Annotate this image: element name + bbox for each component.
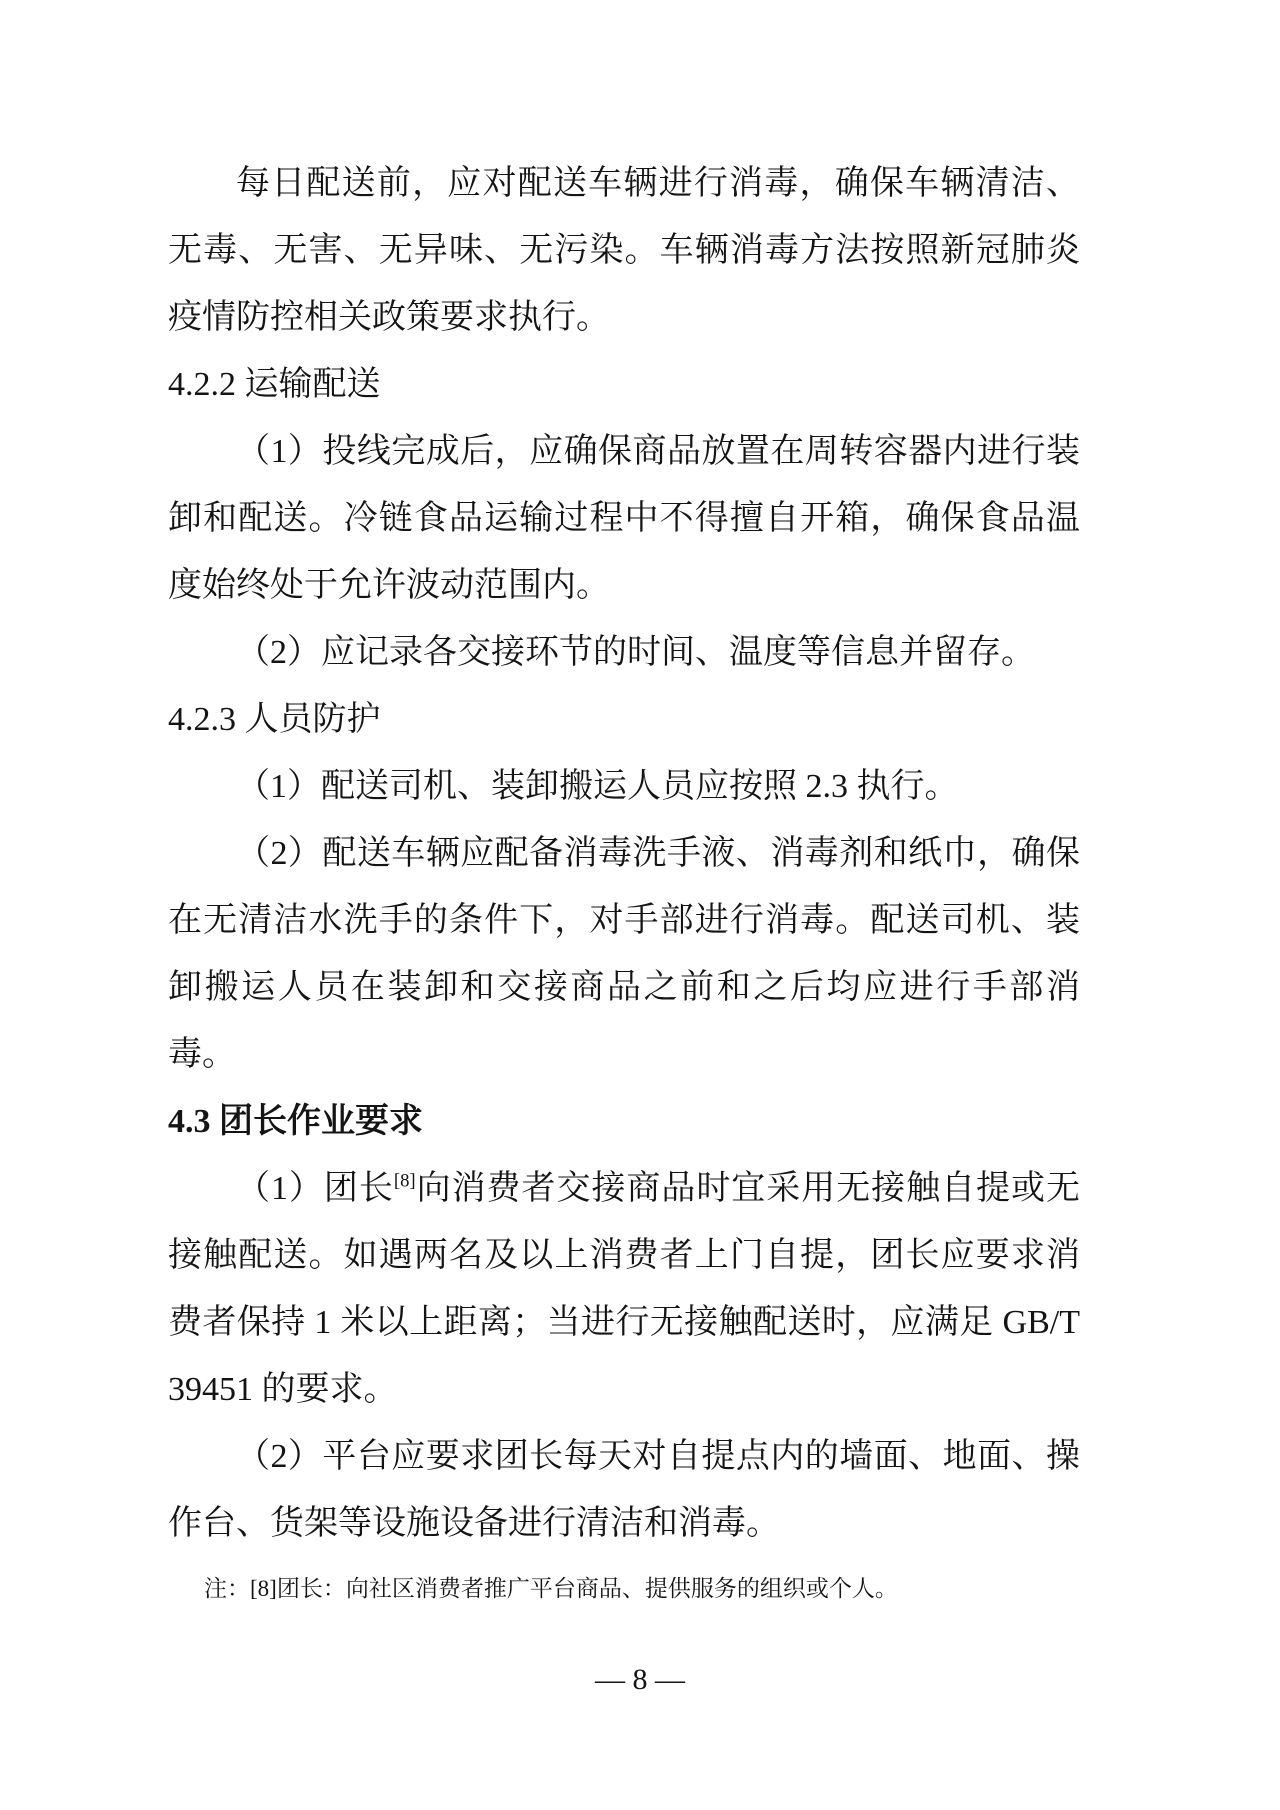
footnote-group-leader-definition: 注：[8]团长：向社区消费者推广平台商品、提供服务的组织或个人。 xyxy=(204,1576,898,1601)
paragraph-4-2-2-item2: （2）应记录各交接环节的时间、温度等信息并留存。 xyxy=(236,634,1035,671)
paragraph-4-2-3-item2: （2）配送车辆应配备消毒洗手液、消毒剂和纸巾，确保在无清洁水洗手的条件下，对手部进行消毒。配送司机、装卸搬运人员在装卸和交接商品之前和之后均应进行手部消毒。 xyxy=(168,835,1080,1073)
page-number: — 8 — xyxy=(595,1663,685,1696)
paragraph-4-2-2-item1: （1）投线完成后，应确保商品放置在周转容器内进行装卸和配送。冷链食品运输过程中不得擅自开箱，确保食品温度始终处于允许波动范围内。 xyxy=(168,433,1080,604)
paragraph-4-3-item2: （2）平台应要求团长每天对自提点内的墙面、地面、操作台、货架等设施设备进行清洁和消毒。 xyxy=(168,1438,1080,1542)
footnote-reference-8: [8] xyxy=(393,1170,416,1192)
document-content xyxy=(168,150,1080,1609)
paragraph-4-3-item1 xyxy=(168,1155,1080,1423)
heading-4-3-group-leader-requirements: 4.3 团长作业要求 xyxy=(168,1103,423,1140)
heading-4-2-3-personnel-protection: 4.2.3 人员防护 xyxy=(168,701,381,738)
paragraph-4-3-item1-prefix: （1）团长 xyxy=(236,1170,394,1207)
paragraph-4-3-item1-rest: 向消费者交接商品时宜采用无接触自提或无接触配送。如遇两名及以上消费者上门自提，团长应要求消费者保持 1 米以上距离；当进行无接触配送时，应满足 GB/T 39451 的要求。 xyxy=(168,1170,1081,1408)
paragraph-vehicle-disinfection: 每日配送前，应对配送车辆进行消毒，确保车辆清洁、无毒、无害、无异味、无污染。车辆消毒方法按照新冠肺炎疫情防控相关政策要求执行。 xyxy=(168,165,1080,336)
paragraph-4-2-3-item1: （1）配送司机、装卸搬运人员应按照 2.3 执行。 xyxy=(236,768,959,805)
heading-4-2-2-transport-delivery: 4.2.2 运输配送 xyxy=(168,366,381,403)
